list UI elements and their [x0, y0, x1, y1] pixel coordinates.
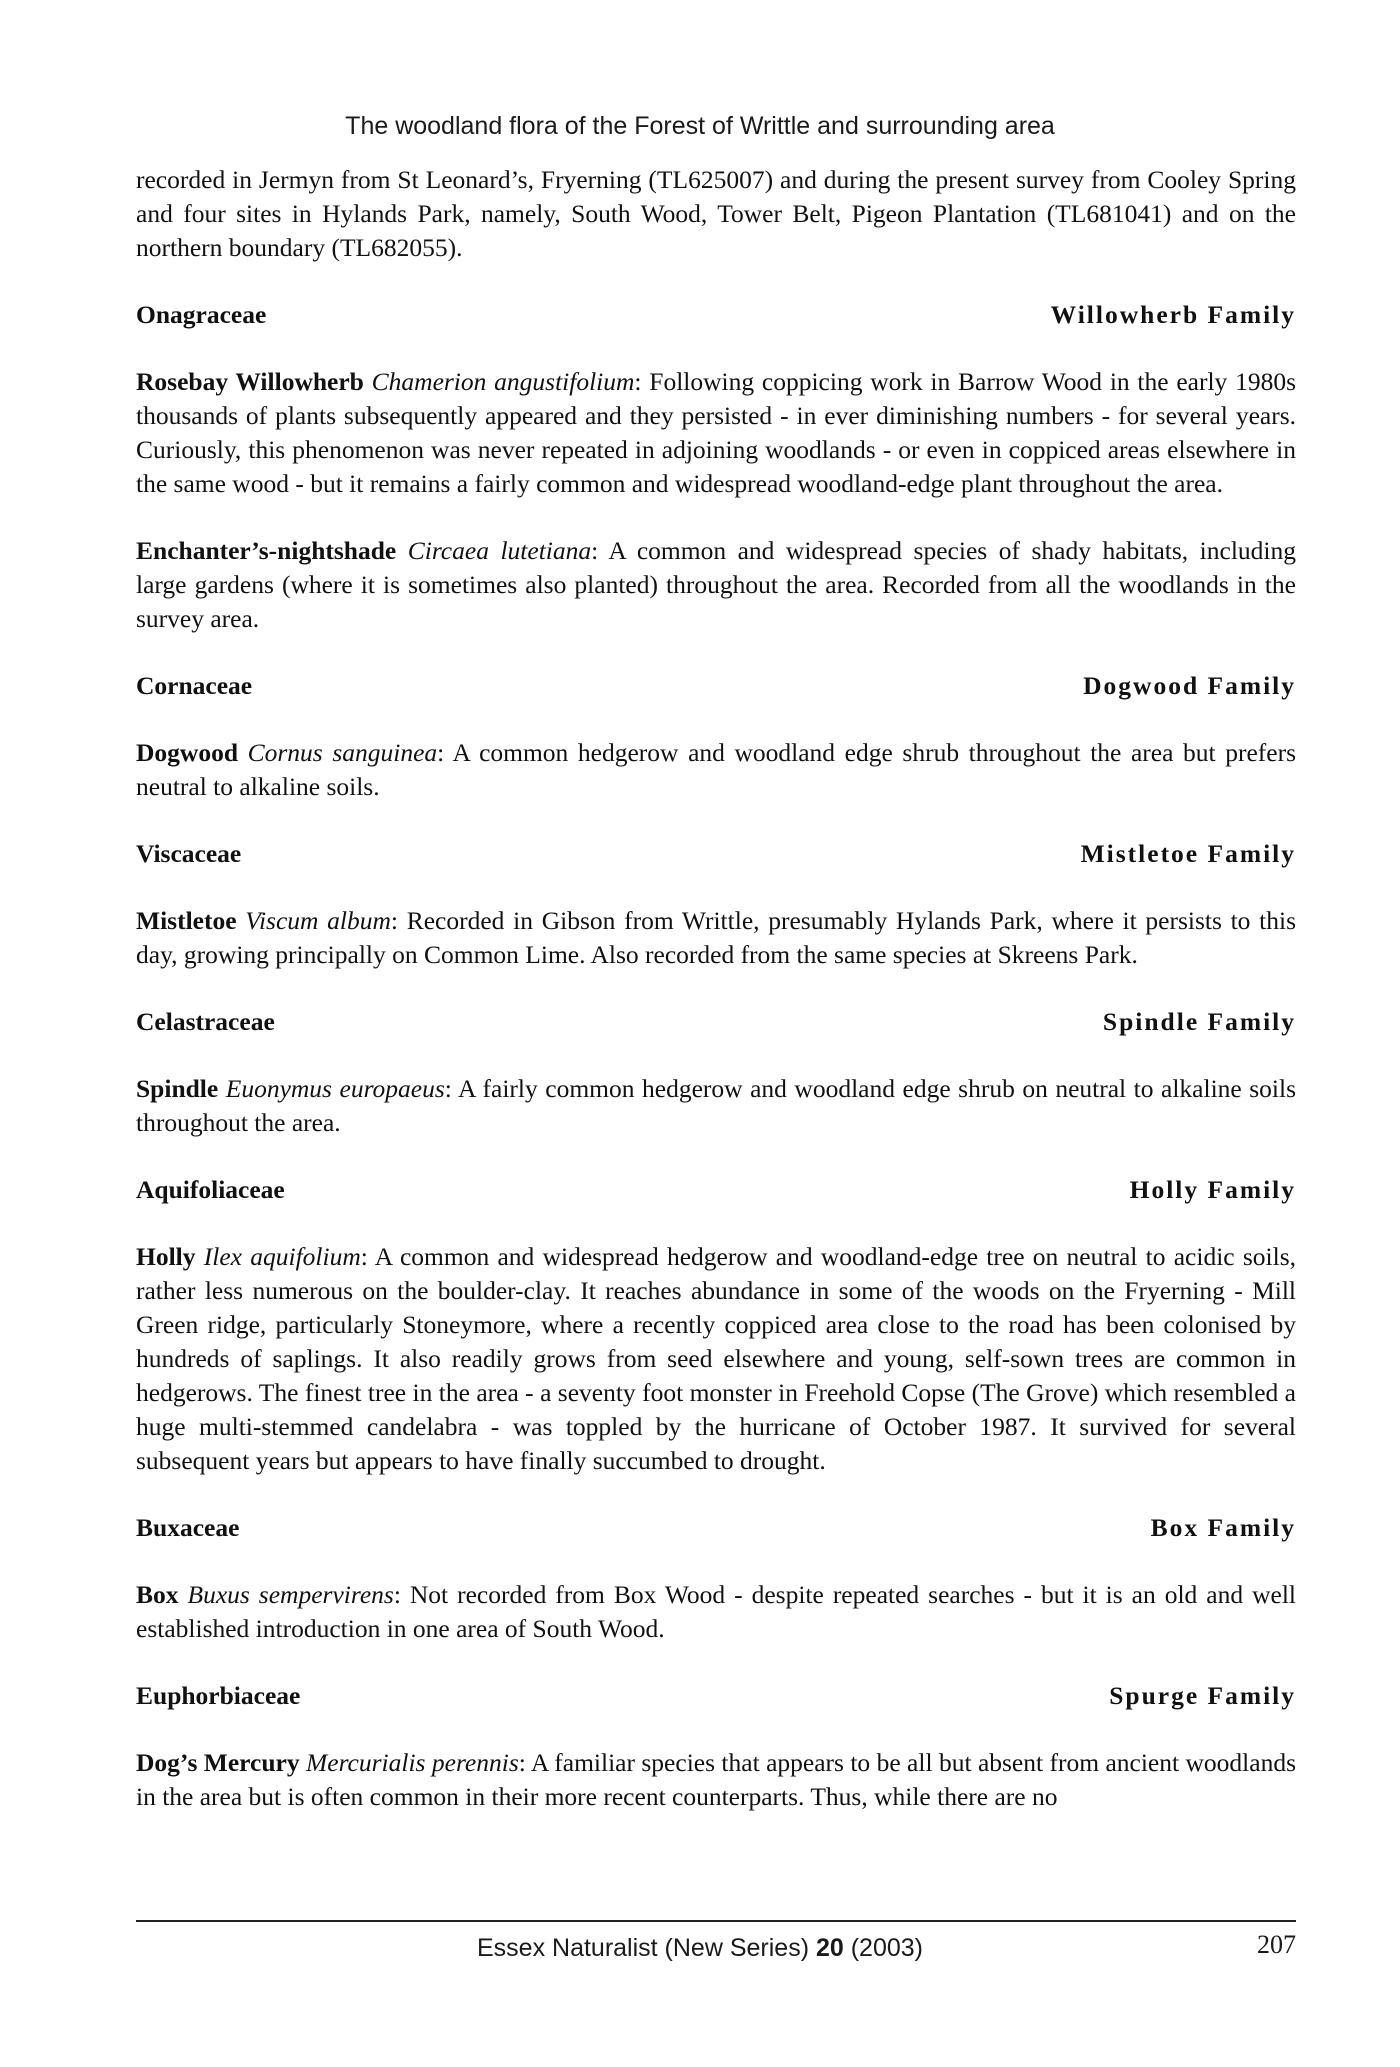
family-latin-name: Viscaceae [136, 839, 242, 868]
species-entry [136, 534, 1296, 636]
family-latin-name: Cornaceae [136, 671, 253, 700]
running-header: The woodland flora of the Forest of Writtle and surrounding area [345, 112, 1055, 140]
family-english-name: Mistletoe Family [1080, 839, 1296, 868]
species-common-name: Mistletoe [136, 906, 237, 935]
species-description: : Following coppicing work in Barrow Wood in the early 1980s thousands of plants subsequently appeared and they persisted - in ever diminishing numbers - for several years. Curiously, this phenomenon was never repeated in adjoining woodlands - or even in coppiced areas elsewhere in the same wood - but it remains a fairly common and widespread woodland-edge plant throughout the area. [136, 367, 1296, 498]
publication-year: (2003) [850, 1934, 923, 1962]
family-heading [136, 1173, 1296, 1207]
species-latin-name: Euonymus europaeus [225, 1074, 445, 1103]
family-english-name: Spindle Family [1102, 1007, 1296, 1036]
species-latin-name: Cornus sanguinea [247, 738, 438, 767]
species-latin-name: Viscum album [245, 906, 391, 935]
species-description: : A common and widespread hedgerow and woodland-edge tree on neutral to acidic soils, rather less numerous on the boulder-clay. It reaches abundance in some of the woods on the Fryerning - Mill Green ridge, particularly Stoneymore, where a recently coppiced area close to the road has been colonised by hundreds of saplings. It also readily grows from seed elsewhere and young, self-sown trees are common in hedgerows. The finest tree in the area - a seventy foot monster in Freehold Copse (The Grove) which resembled a huge multi-stemmed candelabra - was toppled by the hurricane of October 1987. It survived for several subsequent years but appears to have finally succumbed to drought. [136, 1242, 1296, 1475]
family-english-name: Dogwood Family [1083, 671, 1296, 700]
family-latin-name: Aquifoliaceae [136, 1175, 285, 1204]
species-description: : A fairly common hedgerow and woodland edge shrub on neutral to alkaline soils throughout the area. [136, 1074, 1297, 1137]
family-english-name: Willowherb Family [1050, 300, 1296, 329]
volume-number: 20 [815, 1934, 844, 1962]
family-heading [136, 669, 1296, 703]
intro-paragraph: recorded in Jermyn from St Leonard’s, Fryerning (TL625007) and during the present survey from Cooley Spring and four sites in Hylands Park, namely, South Wood, Tower Belt, Pigeon Plantation (TL681041) and on the northern boundary (TL682055). [136, 165, 1296, 262]
species-entry [136, 1240, 1296, 1478]
family-english-name: Holly Family [1129, 1175, 1296, 1204]
species-description: : Recorded in Gibson from Writtle, presumably Hylands Park, where it persists to this day, growing principally on Common Lime. Also recorded from the same species at Skreens Park. [136, 906, 1297, 969]
species-latin-name: Chamerion angustifolium [371, 367, 635, 396]
species-description: : A common and widespread species of shady habitats, including large gardens (where it is sometimes also planted) throughout the area. Recorded from all the woodlands in the survey area. [136, 536, 1296, 633]
species-latin-name: Buxus sempervirens [187, 1580, 394, 1609]
species-entry [136, 736, 1296, 804]
footer-rule [136, 1920, 1296, 1922]
species-entry [136, 1072, 1296, 1140]
species-description: : Not recorded from Box Wood - despite repeated searches - but it is an old and well established introduction in one area of South Wood. [136, 1580, 1296, 1643]
family-english-name: Spurge Family [1109, 1681, 1296, 1710]
page-body [136, 163, 1296, 1847]
species-common-name: Rosebay Willowherb [136, 367, 364, 396]
family-latin-name: Buxaceae [136, 1513, 240, 1542]
species-latin-name: Ilex aquifolium [203, 1242, 361, 1271]
footer [0, 1934, 1400, 1963]
species-entry [136, 1578, 1296, 1646]
species-description: : A common hedgerow and woodland edge shrub throughout the area but prefers neutral to alkaline soils. [136, 738, 1296, 801]
species-common-name: Box [136, 1580, 179, 1609]
family-english-name: Box Family [1150, 1513, 1296, 1542]
journal-name: Essex Naturalist (New Series) [476, 1934, 810, 1962]
species-entry [136, 904, 1296, 972]
species-common-name: Spindle [136, 1074, 219, 1103]
family-sections [136, 298, 1296, 1814]
page-number: 207 [1257, 1930, 1296, 1959]
family-latin-name: Celastraceae [136, 1007, 275, 1036]
species-common-name: Enchanter’s-nightshade [136, 536, 397, 565]
family-heading [136, 298, 1296, 332]
species-entry [136, 365, 1296, 501]
family-heading [136, 1005, 1296, 1039]
species-common-name: Holly [136, 1242, 196, 1271]
family-latin-name: Onagraceae [136, 300, 267, 329]
species-common-name: Dogwood [136, 738, 239, 767]
family-heading [136, 837, 1296, 871]
species-latin-name: Mercurialis perennis [306, 1748, 519, 1777]
species-description: : A familiar species that appears to be all but absent from ancient woodlands in the area but is often common in their more recent counterparts. Thus, while there are no [136, 1748, 1296, 1811]
family-heading [136, 1511, 1296, 1545]
species-latin-name: Circaea lutetiana [407, 536, 592, 565]
species-entry [136, 1746, 1296, 1814]
family-latin-name: Euphorbiaceae [136, 1681, 301, 1710]
family-heading [136, 1679, 1296, 1713]
species-common-name: Dog’s Mercury [136, 1748, 300, 1777]
